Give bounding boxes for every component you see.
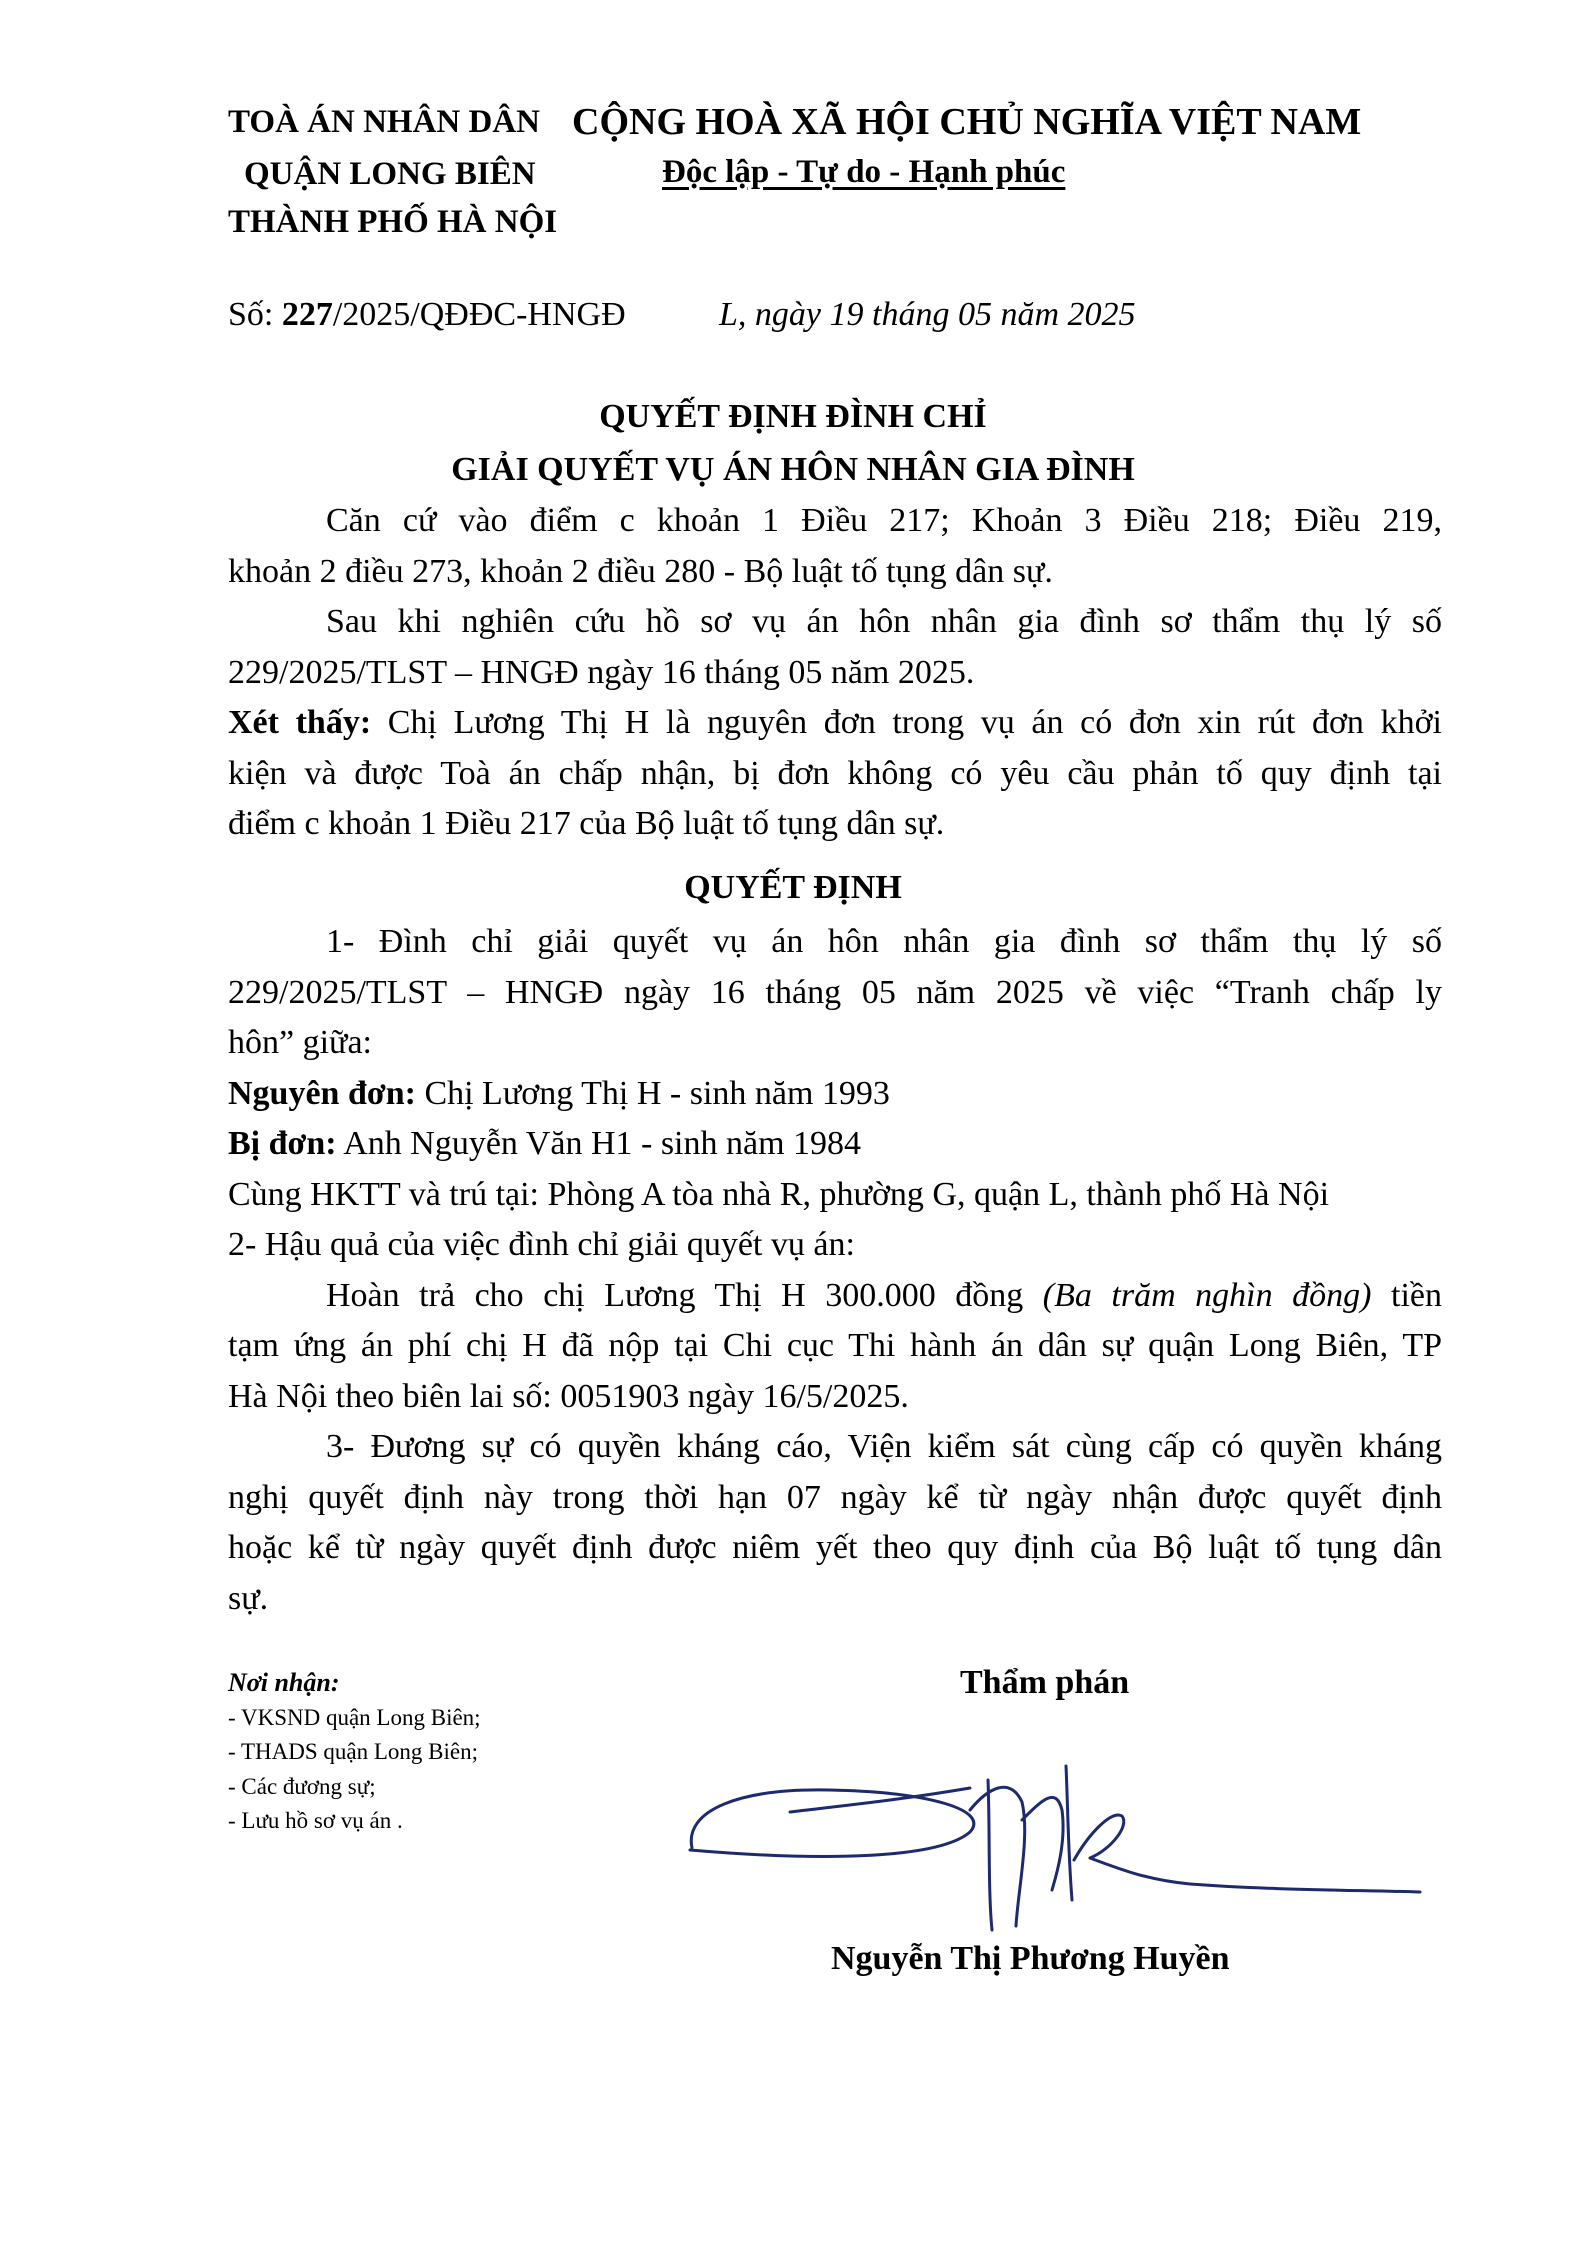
decision-line: 2- Hậu quả của việc đình chỉ giải quyết vụ án: [228, 1226, 855, 1263]
refund-line: tạm ứng án phí chị H đã nộp tại Chi cục Thi hành án dân sự quận Long Biên, TP [228, 1327, 1442, 1364]
basis-line: khoản 2 điều 273, khoản 2 điều 280 - Bộ luật tố tụng dân sự. [228, 552, 1053, 590]
plaintiff-label: Nguyên đơn: [228, 1074, 416, 1112]
defendant-line [228, 1119, 1442, 1170]
court-name-line1: TOÀ ÁN NHÂN DÂN [228, 104, 540, 140]
basis-line: 229/2025/TLST – HNGĐ ngày 16 tháng 05 năm 2025. [228, 653, 975, 691]
recipient-item: - Lưu hồ sơ vụ án . [228, 1808, 403, 1833]
plaintiff-value: Chị Lương Thị H - sinh năm 1993 [415, 1074, 890, 1112]
document-number-prefix: Số: [228, 296, 282, 333]
finding-line: điểm c khoản 1 Điều 217 của Bộ luật tố tụng dân sự. [228, 805, 945, 842]
refund-line [228, 1271, 1442, 1322]
decision-heading: QUYẾT ĐỊNH [684, 869, 902, 906]
court-name-line3: THÀNH PHỐ HÀ NỘI [228, 204, 558, 240]
defendant-value: Anh Nguyễn Văn H1 - sinh năm 1984 [336, 1125, 862, 1162]
decision-line: hôn” giữa: [228, 1024, 373, 1061]
recipients-label: Nơi nhận: [228, 1668, 340, 1697]
appeal-line: hoặc kể từ ngày quyết định được niêm yết theo quy định của Bộ luật tố tụng dân [228, 1529, 1442, 1566]
national-title: CỘNG HOÀ XÃ HỘI CHỦ NGHĨA VIỆT NAM [572, 101, 1362, 143]
basis-line: Căn cứ vào điểm c khoản 1 Điều 217; Khoản 3 Điều 218; Điều 219, [326, 502, 1442, 539]
decision-title-line1: QUYẾT ĐỊNH ĐÌNH CHỈ [599, 398, 987, 435]
signer-role: Thẩm phán [960, 1664, 1130, 1701]
document-number [228, 296, 626, 334]
refund-text: Hoàn trả cho chị Lương Thị H 300.000 đồng [326, 1276, 1043, 1314]
appeal-line: nghị quyết định này trong thời hạn 07 ngày kể từ ngày nhận được quyết định [228, 1478, 1442, 1516]
refund-text: tiền [1371, 1276, 1443, 1314]
court-name-line2: QUẬN LONG BIÊN [244, 156, 536, 192]
refund-amount-words: (Ba trăm nghìn đồng) [1042, 1276, 1372, 1314]
decision-line: 229/2025/TLST – HNGĐ ngày 16 tháng 05 năm 2025 về việc “Tranh chấp ly [228, 973, 1442, 1011]
recipient-item: - THADS quận Long Biên; [228, 1739, 479, 1764]
handwritten-signature [670, 1740, 1430, 1960]
recipients-block [228, 1666, 481, 1839]
legal-basis [228, 496, 1442, 698]
finding-line: kiện và được Toà án chấp nhận, bị đơn không có yêu cầu phản tố quy định tại [228, 754, 1442, 792]
finding-label: Xét thấy: [228, 704, 372, 741]
signer-name: Nguyễn Thị Phương Huyền [831, 1940, 1230, 1977]
plaintiff-line [228, 1069, 1442, 1120]
refund-line: Hà Nội theo biên lai số: 0051903 ngày 16/5/2025. [228, 1377, 909, 1415]
decision-title-line2: GIẢI QUYẾT VỤ ÁN HÔN NHÂN GIA ĐÌNH [451, 451, 1135, 488]
residence-line: Cùng HKTT và trú tại: Phòng A tòa nhà R, phường G, quận L, thành phố Hà Nội [228, 1175, 1330, 1213]
decision-line: 1- Đình chỉ giải quyết vụ án hôn nhân gia đình sơ thẩm thụ lý số [326, 923, 1442, 960]
finding-line [228, 698, 1442, 749]
decision-body [228, 917, 1442, 1624]
national-motto: Độc lập - Tự do - Hạnh phúc [662, 154, 1066, 190]
defendant-label: Bị đơn: [228, 1125, 337, 1162]
document-date: L, ngày 19 tháng 05 năm 2025 [719, 296, 1136, 333]
finding-paragraph [228, 698, 1442, 850]
finding-text: Chị Lương Thị H là nguyên đơn trong vụ án có đơn xin rút đơn khởi [371, 704, 1442, 741]
recipient-item: - Các đương sự; [228, 1773, 376, 1799]
recipient-item: - VKSND quận Long Biên; [228, 1704, 481, 1730]
appeal-line: sự. [228, 1579, 269, 1617]
appeal-line: 3- Đương sự có quyền kháng cáo, Viện kiểm sát cùng cấp có quyền kháng [326, 1428, 1442, 1465]
document-number-value: 227 [281, 296, 333, 333]
document-number-suffix: /2025/QĐĐC-HNGĐ [332, 296, 626, 333]
basis-line: Sau khi nghiên cứu hồ sơ vụ án hôn nhân gia đình sơ thẩm thụ lý số [326, 603, 1442, 640]
